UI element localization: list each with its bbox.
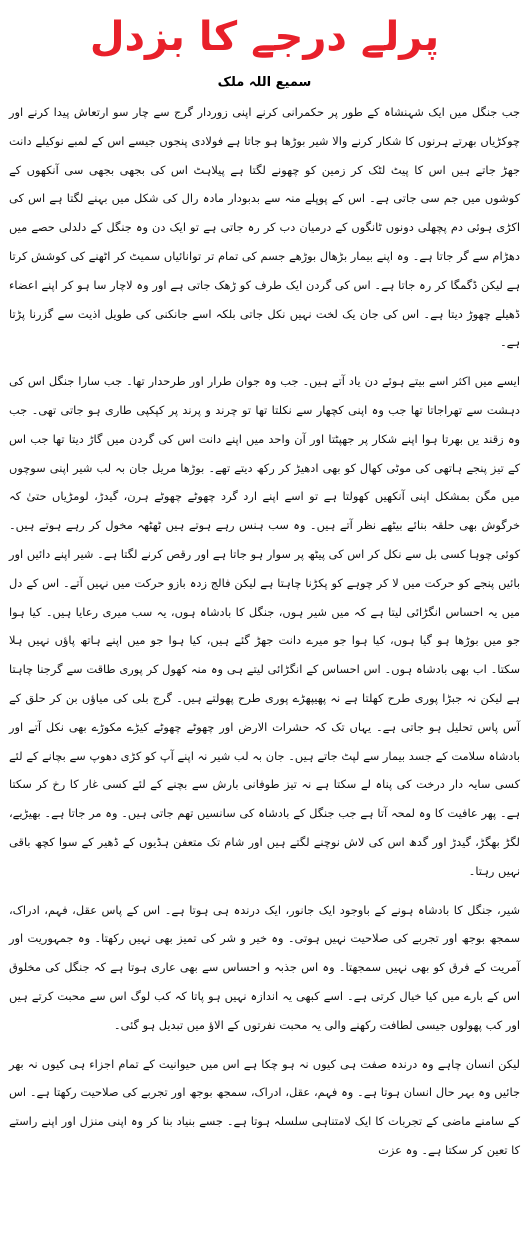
paragraph: لیکن انسان چاہے وہ درندہ صفت ہی کیوں نہ ہو چکا ہے اس میں حیوانیت کے تمام اجزاء ہی کیوں نہ بھر جائیں وہ بہر حال انسان ہوتا ہے۔ وہ فہم، عقل، ادراک، سمجھ بوجھ اور تجربے کی صلاحیت رکھتا ہے۔ اس کے سامنے ماضی کے تجربات کا ایک لامتناہی سلسلہ ہوتا ہے۔ جسے بنیاد بنا کر وہ اپنی منزل اور اپنے راستے کا تعین کر سکتا ہے۔ وہ عزت: [9, 1056, 520, 1157]
paragraph: ایسے میں اکثر اسے بیتے ہوئے دن یاد آتے ہیں۔ جب وہ جوان طرار اور طرحدار تھا۔ جب سارا جنگل اس کی دہشت سے تھراجاتا تھا جب وہ اپنی کچھار سے نکلتا تھا تو چرند و پرند پر کپکپی طاری ہو جاتی تھی۔ جب وہ زقند یں بھرتا ہوا اپنے شکار پر جھپٹتا اور آن واحد میں اپنے دانت اس کی گردن میں گاڑ دیتا تھا جب اس کے تیز پنجے ہاتھی کی موٹی کھال کو بھی ادھیڑ کر رکھ دیتے تھے۔ بوڑھا مریل جان بہ لب شیر اپنی سوچوں میں مگن بمشکل اپنی آنکھیں کھولتا ہے تو اسے اپنے ارد گرد چھوٹے چھوٹے ہرن، گیدڑ، لومڑیاں حتیٰ کہ خرگوش بھی حلقہ بنائے بیٹھے نظر آتے ہیں۔ وہ سب ہنس رہے ہوتے ہیں ٹھٹھہ مخول کر رہے ہوتے ہیں۔ کوئی چوہا کسی بل سے نکل کر اس کی پیٹھ پر سوار ہو جاتا ہے اور رقص کرنے لگتا ہے۔ شیر اپنے دائیں اور بائیں پنجے کو حرکت میں لا کر چوہے کو پکڑنا چاہتا ہے لیکن فالج زدہ بازو حرکت میں نہیں آتے۔ اس کے دل میں یہ احساس انگڑائی لیتا ہے کہ میں شیر ہوں، جنگل کا بادشاہ ہوں، یہ سب میری رعایا ہیں۔ کیا ہوا جو میں بوڑھا ہو گیا ہوں، کیا ہوا جو میرے دانت جھڑ گئے ہیں، کیا ہوا جو میں اپنے ہاتھ پاؤں نہیں ہلا سکتا۔ اب بھی بادشاہ ہوں۔ اس احساس کے انگڑائی لیتے ہی وہ منہ کھول کر پوری طاقت سے گرجنا چاہتا ہے لیکن نہ جبڑا پوری طرح کھلتا ہے نہ پھیپھڑے پوری طرح پھولتے ہیں۔ گرج بلی کی میاؤں بن کر حلق کے آس پاس تحلیل ہو جاتی ہے۔ یہاں تک کہ حشرات الارض اور چھوٹے چھوٹے کیڑے مکوڑے بھی نکل آتے اور بادشاہ سلامت کے جسد بیمار سے لپٹ جاتے ہیں۔ جان بہ لب شیر نہ اپنے آپ کو کڑی دھوپ سے بچانے کے لئے کسی سایہ دار درخت کی پناہ لے سکتا ہے نہ تیز طوفانی بارش سے بچنے کے لئے کسی غار کا رخ کر سکتا ہے۔ پھر عافیت کا وہ لمحہ آتا ہے جب جنگل کے بادشاہ کی سانسیں تھم جاتی ہیں۔ وہ مر جاتا ہے۔ بھیڑیے، لگڑ بھگڑ، گیدڑ اور گدھ اس کی لاش نوچنے لگتے ہیں اور شام تک متعفن ہڈیوں کے ڈھیر کے سوا کچھ باقی نہیں رہتا۔: [9, 374, 520, 878]
article-title: پرلے درجے کا بزدل: [89, 14, 440, 60]
author-byline: سمیع اللہ ملک: [217, 75, 312, 90]
paragraph: جب جنگل میں ایک شہنشاہ کے طور پر حکمرانی کرنے اپنی زوردار گرج سے چار سو ارتعاش پیدا کرنے اور چوکڑیاں بھرتے ہرنوں کا شکار کرنے والا شیر بوڑھا ہو جاتا ہے فولادی پنجوں جیسے اس کے لمبے نوکیلے دانت جھڑ جاتے ہیں اس کا پیٹ لٹک کر زمین کو چھونے لگتا ہے پیلاہٹ اس کی بجھی بجھی سی آنکھوں کے کوشوں میں جم سی جاتی ہے۔ اس کے پوپلے منہ سے بدبودار مادہ رال کی شکل میں بہنے لگتا ہے اس کی اکڑی ہوئی دم پچھلی دونوں ٹانگوں کے درمیان دب کر رہ جاتی ہے تو ایک دن وہ جنگل کے دلدلی حصے میں دھڑام سے گر جاتا ہے۔ وہ اپنے بیمار بڑھال بوڑھے جسم کی تمام تر توانائیاں سمیٹ کر اٹھنے کی کوشش کرتا ہے لیکن ڈگمگا کر رہ جاتا ہے۔ اس کی گردن ایک طرف کو ڑھک جاتی ہے اور وہ لاچار سا ہو کر اپنے اعضاء ڈھیلے چھوڑ دیتا ہے۔ اس کی جان یک لخت نہیں نکل جاتی بلکہ اسے جانکنی کی طویل اذیت سے گزرنا پڑتا ہے۔: [9, 105, 520, 350]
paragraph: شیر، جنگل کا بادشاہ ہونے کے باوجود ایک جانور، ایک درندہ ہی ہوتا ہے۔ اس کے پاس عقل، فہم، ادراک، سمجھ بوجھ اور تجربے کی صلاحیت نہیں ہوتی۔ وہ خیر و شر کی تمیز بھی نہیں رکھتا۔ وہ جمہوریت اور آمریت کے فرق کو بھی نہیں سمجھتا۔ وہ اس جذبہ و احساس سے بھی عاری ہوتا ہے کہ جنگل کی مخلوق اس کے بارے میں کیا خیال کرتی ہے۔ اسے کبھی یہ اندازہ نہیں ہو پاتا کہ کب لوگ اس سے محبت کرتے ہیں اور کب پھولوں جیسی لطافت رکھنے والی یہ محبت نفرتوں کے الاؤ میں تبدیل ہو گئی۔: [9, 902, 520, 1032]
article-body: [9, 98, 520, 1165]
